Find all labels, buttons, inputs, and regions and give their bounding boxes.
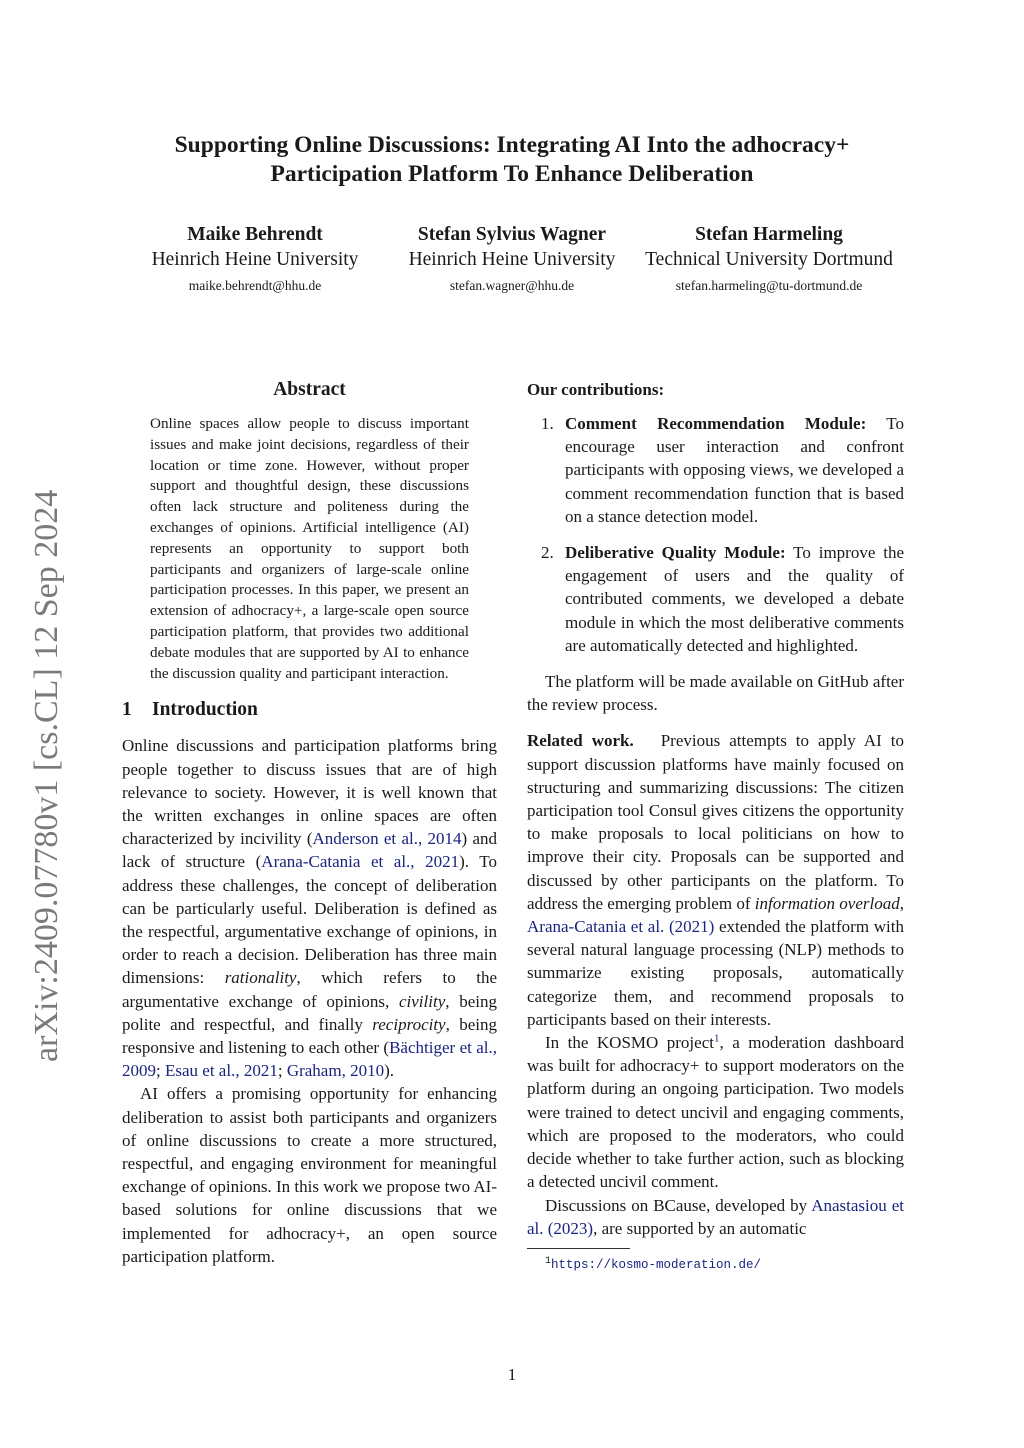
footnote-divider: [527, 1248, 630, 1249]
footnote-url[interactable]: https://kosmo-moderation.de/: [551, 1258, 762, 1273]
citation-link[interactable]: Arana-Catania et al. (2021): [527, 917, 715, 937]
abstract-text: Online spaces allow people to discuss important issues and make joint decisions, regardless of their location or time zone. However, without proper support and thoughtful design, these discussions often lack structure and politeness during the exchanges of opinions. Artificial intelligence (AI) represents an opportunity to support both participants and organizers of large-scale online participation processes. In this paper, we present an extension of adhocracy+, a large-scale open source participation platform, that provides two additional debate modules that are supported by AI to enhance the discussion quality and participant interaction.: [150, 415, 469, 682]
author-affiliation: Technical University Dortmund: [645, 249, 893, 270]
item-text: To encourage user interaction and confront participants with opposing views, we developed a comment recommendation function that is based on a stance detection model.: [565, 414, 904, 526]
related-work-paragraph-1: Related work. Previous attempts to apply AI to support discussion platforms have mainly focused on structuring and summarizing discussions: The citizen participation tool Consul gives citizens the opportunity to make proposals to local politicians on how to improve their city. Proposals can be supported and discussed by other participants on the platform. To address the emerging problem of information overload, Arana-Catania et al. (2021) extended the platform with several natural language processing (NLP) methods to summarize existing proposals, automatically categorize them, and recommend proposals to participants based on their interests.: [527, 731, 904, 1029]
citation-link[interactable]: Anderson et al., 2014: [312, 829, 462, 849]
related-work-heading: Related work.: [527, 731, 634, 751]
citation-link[interactable]: Esau et al., 2021: [164, 1061, 278, 1081]
related-work-paragraph-2: In the KOSMO project$^1$, a moderation dashboard was built for adhocracy+ to support moderators on the platform during an ongoing participation. Two models were trained to detect uncivil and engaging comments, which are proposed to the moderators, who could decide whether to take further action, such as blocking a detected uncivil comment.: [527, 1032, 904, 1192]
citation-link[interactable]: Arana-Catania et al., 2021: [261, 852, 460, 872]
intro-paragraph-1: Online discussions and participation platforms bring people together to discuss issues that are of high relevance to society. However, it is well known that the written exchanges in online spaces are often characterized by incivility (Anderson et al., 2014) and lack of structure (Arana-Catania et al., 2021). To address these challenges, the concept of deliberation can be particularly useful. Deliberation is defined as the respectful, argumentative exchange of opinions, in order to reach a decision. Deliberation has three main dimensions: rationality, which refers to the argumentative exchange of opinions, civility, being polite and respectful, and finally reciprocity, being responsive and listening to each other (Bächtiger et al., 2009; Esau et al., 2021; Graham, 2010).: [122, 736, 497, 1081]
introduction-heading: [122, 698, 497, 722]
contribution-item: [541, 412, 904, 528]
section-number: 1: [122, 699, 132, 721]
author-email[interactable]: stefan.wagner@hhu.de: [449, 278, 575, 293]
author-name: Stefan Harmeling: [695, 224, 843, 245]
citation-link[interactable]: Graham, 2010: [286, 1061, 385, 1081]
item-number: 1.: [541, 414, 554, 433]
author-block: [145, 222, 365, 297]
citation-link[interactable]: Bächtiger et al., 2009: [122, 1038, 497, 1081]
item-text: To improve the engagement of users and the quality of contributed comments, we developed a debate module in which the most deliberative comments are automatically detected and highlighted.: [565, 543, 904, 655]
github-note: The platform will be made available on GitHub after the review process.: [527, 672, 904, 715]
item-label: Comment Recommendation Module:: [565, 414, 867, 433]
footnote: [527, 1254, 904, 1273]
author-email[interactable]: maike.behrendt@hhu.de: [188, 278, 322, 293]
right-column: [527, 378, 904, 1273]
abstract-heading: Abstract: [273, 379, 346, 400]
intro-paragraph-2: AI offers a promising opportunity for enhancing deliberation to assist both participants and organizers of online discussions to create a more structured, respectful, and engaging environment for meaningful exchange of opinions. In this work we propose two AI-based solutions for online discussions that we implemented for adhocracy+, an open source participation platform.: [122, 1084, 497, 1266]
contributions-heading: Our contributions:: [527, 380, 665, 399]
arxiv-identifier: arXiv:2409.07780v1 [cs.CL] 12 Sep 2024: [28, 489, 65, 1062]
author-affiliation: Heinrich Heine University: [151, 249, 359, 270]
left-column: [122, 378, 497, 1268]
author-name: Stefan Sylvius Wagner: [417, 224, 607, 245]
section-title: Introduction: [152, 699, 258, 721]
citation-link[interactable]: Anastasiou et al. (2023): [527, 1195, 904, 1238]
paper-title: Supporting Online Discussions: Integrating AI Into the adhocracy+ Participation Platform To Enhance Deliberation: [174, 132, 850, 187]
author-email[interactable]: stefan.harmeling@tu-dortmund.de: [675, 278, 863, 293]
item-label: Deliberative Quality Module:: [565, 543, 786, 563]
author-affiliation: Heinrich Heine University: [408, 249, 616, 270]
footnote-marker[interactable]: 1: [713, 1032, 720, 1045]
page-number: 1: [507, 1365, 517, 1384]
footnote-number: 1: [545, 1255, 552, 1267]
author-block: [402, 222, 622, 297]
contribution-item: [541, 541, 904, 657]
author-name: Maike Behrendt: [187, 224, 323, 245]
author-block: [636, 222, 902, 297]
related-work-paragraph-3: Discussions on BCause, developed by Anastasiou et al. (2023), are supported by an automatic: [527, 1195, 904, 1238]
item-number: 2.: [541, 543, 554, 563]
